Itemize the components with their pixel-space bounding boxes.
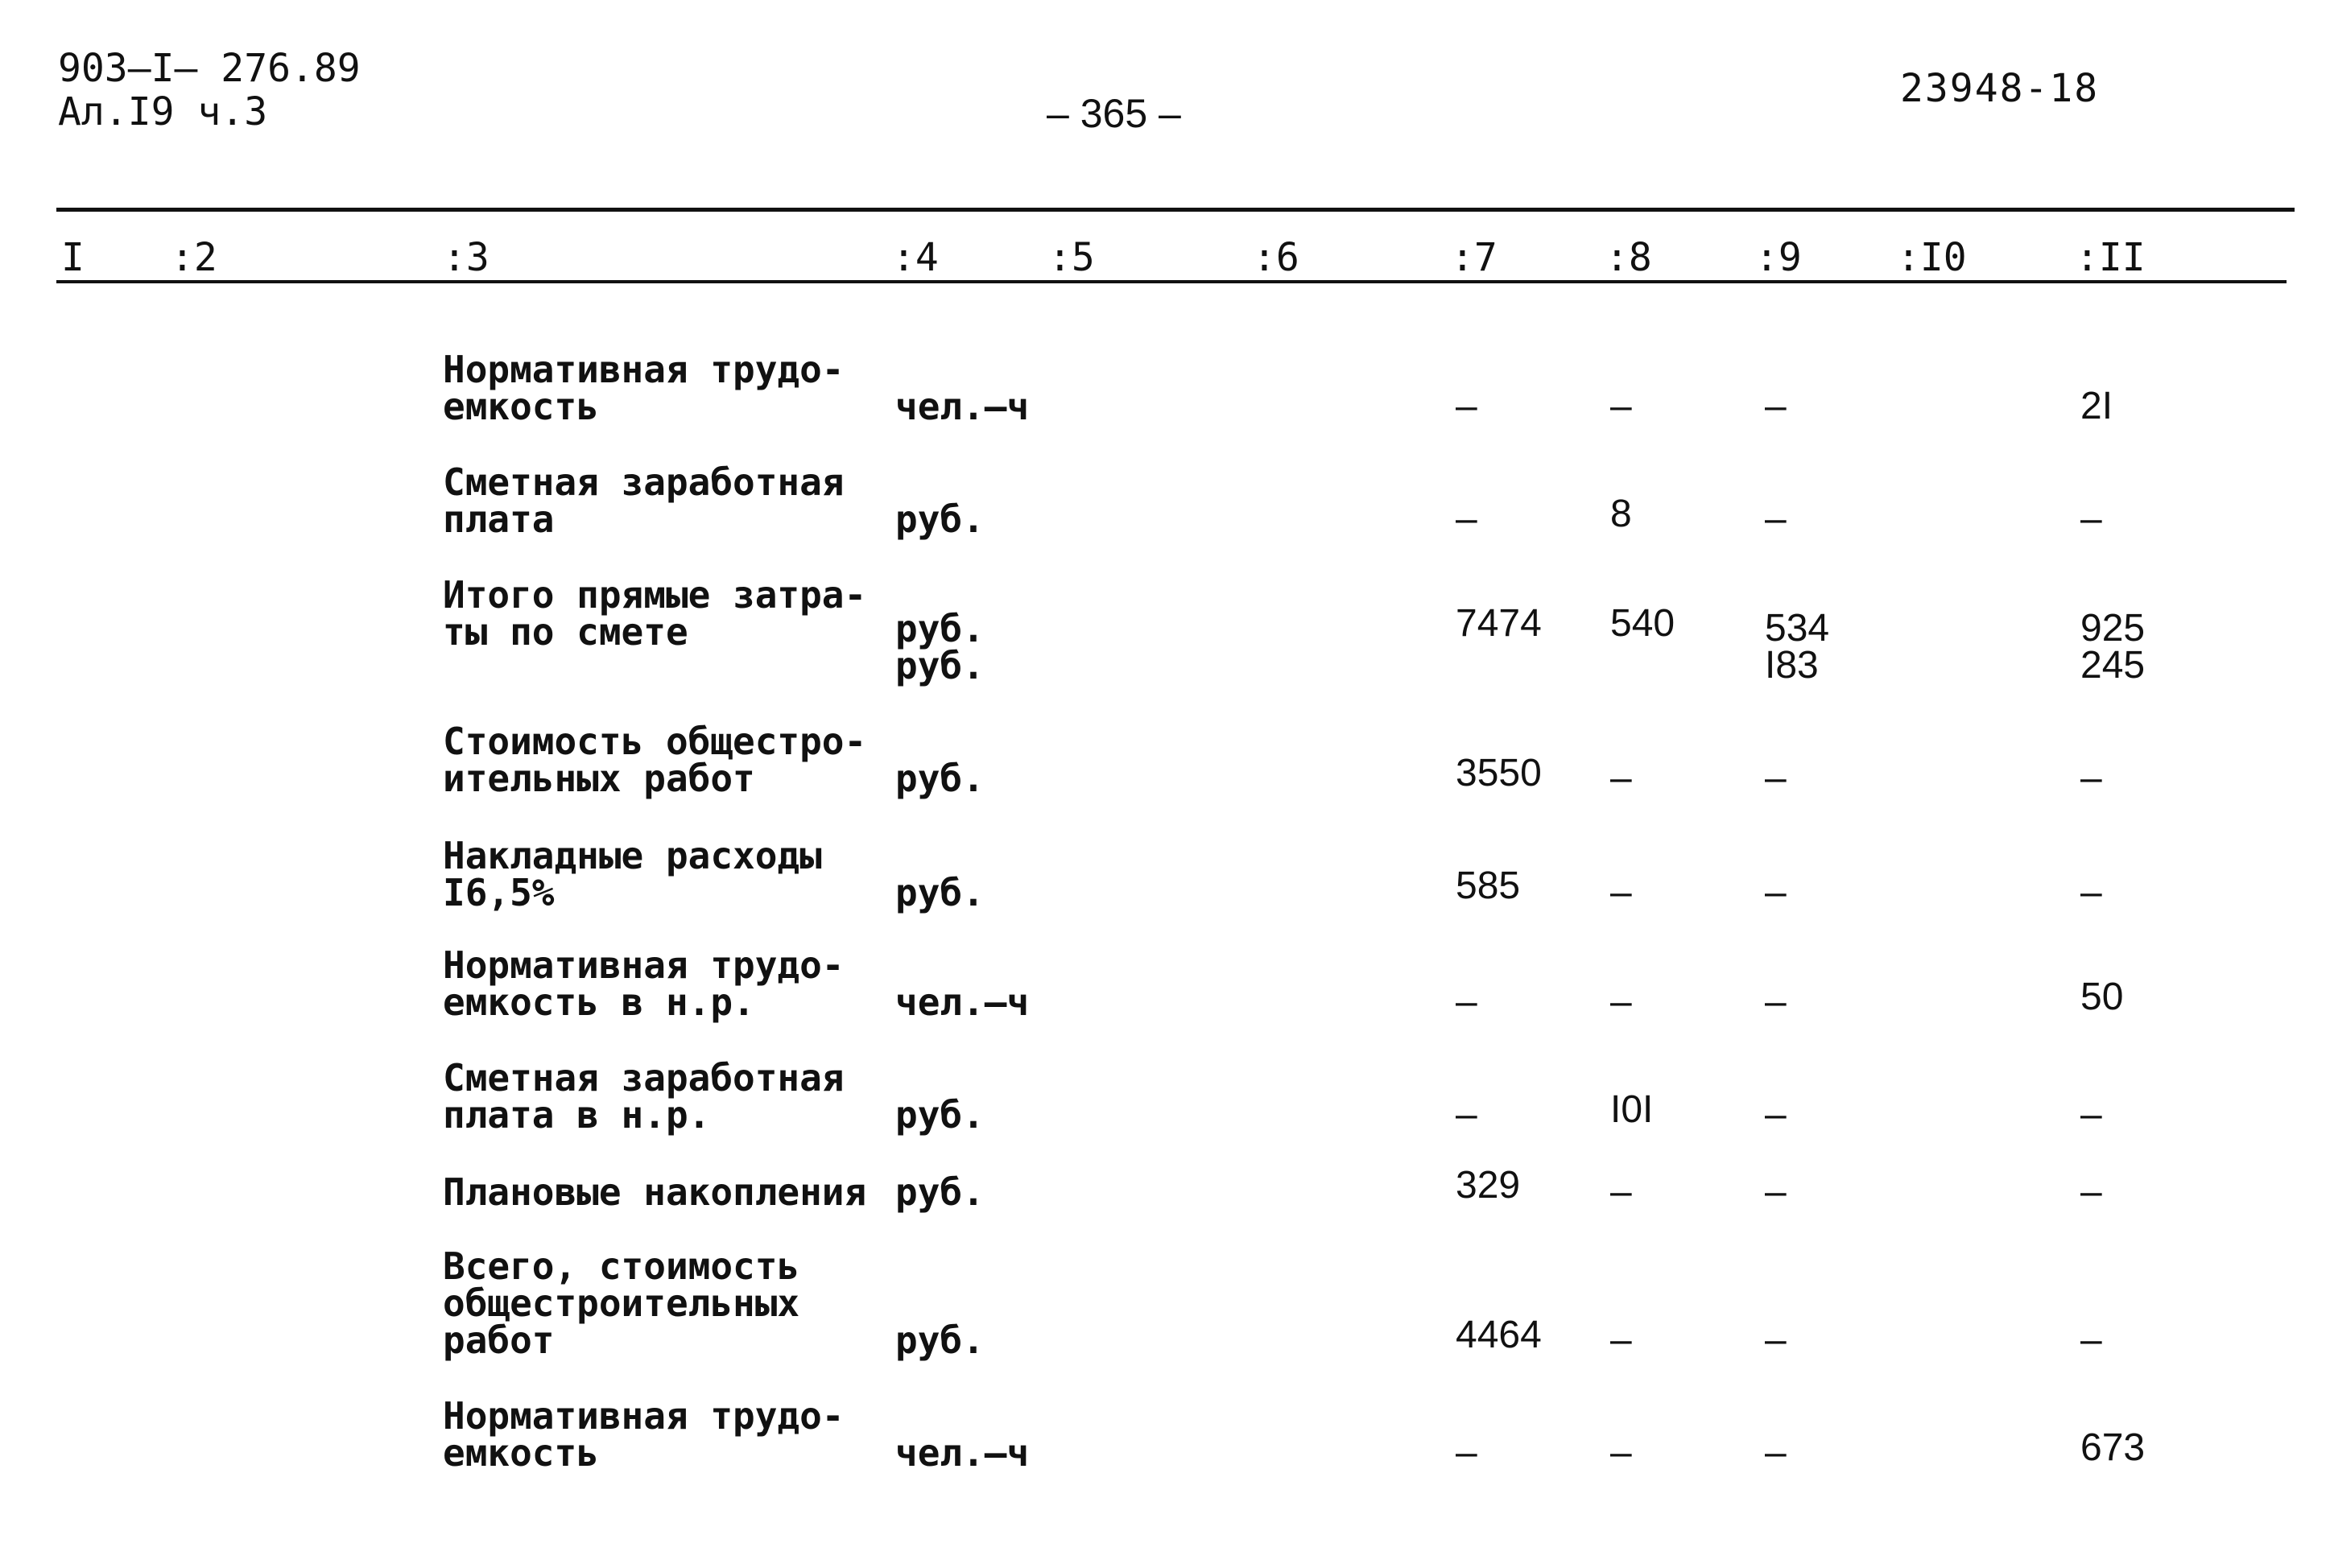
column-header-1: I [61,235,85,280]
col9-value: – [1765,1431,1787,1474]
col8-value: – [1610,757,1632,799]
page-number: – 365 – [1047,91,1181,136]
col7-value: – [1456,1431,1477,1474]
col11-value: 673 [2080,1426,2146,1469]
col11-value: 2I [2080,385,2113,427]
col11-value: – [2080,1170,2102,1213]
col8-value: 540 [1610,602,1675,645]
row-unit: чел.–ч [895,1431,1030,1475]
col11-value: – [2080,1318,2102,1361]
col7-value: 4464 [1456,1314,1542,1356]
col8-value: – [1610,871,1632,914]
column-header-2: :2 [171,235,217,280]
document-code: 903–I– 276.89 [58,46,361,91]
column-header-6: :6 [1253,235,1299,280]
col8-value: – [1610,385,1632,427]
row-label: Нормативная трудо- емкость [443,1394,845,1475]
col7-value: – [1456,980,1477,1023]
col9-value: – [1765,1318,1787,1361]
column-header-3: :3 [443,235,490,280]
col11-value: – [2080,757,2102,799]
row-label: Нормативная трудо- емкость [443,348,845,428]
col9-value: – [1765,385,1787,427]
row-unit: чел.–ч [895,385,1030,428]
row-unit: руб. [895,757,985,800]
col7-value: 585 [1456,864,1521,907]
row-label: Накладные расходы I6,5% [443,834,822,914]
col7-value: 7474 [1456,602,1542,645]
col8-value: 8 [1610,493,1632,535]
row-unit: руб. [895,1093,985,1137]
column-header-4: :4 [892,235,939,280]
row-unit: руб. [895,871,985,914]
col7-value: – [1456,1093,1477,1136]
column-header-10: :I0 [1897,235,1967,280]
row-label: Сметная заработная плата в н.р. [443,1056,845,1137]
album-part: Ал.I9 ч.3 [58,89,268,134]
column-header-5: :5 [1048,235,1095,280]
col9-value: – [1765,757,1787,799]
col8-value: – [1610,1318,1632,1361]
col11-value: 925 245 [2080,607,2146,687]
col7-value: – [1456,385,1477,427]
col8-value: – [1610,1170,1632,1213]
col11-value: – [2080,497,2102,540]
col11-value: 50 [2080,976,2124,1018]
col9-value: – [1765,1170,1787,1213]
row-unit: руб. [895,497,985,541]
col9-value: – [1765,1093,1787,1136]
column-header-11: :II [2076,235,2146,280]
row-unit: руб. [895,1318,985,1362]
inventory-number: 23948-18 [1900,66,2100,111]
col9-value: – [1765,871,1787,914]
col7-value: 329 [1456,1164,1521,1207]
row-unit: руб. руб. [895,607,985,687]
col9-value: – [1765,980,1787,1023]
row-unit: руб. [895,1170,985,1214]
row-label: Нормативная трудо- емкость в н.р. [443,943,845,1024]
col9-value: – [1765,497,1787,540]
row-unit: чел.–ч [895,980,1030,1024]
row-label: Плановые накопления [443,1170,867,1214]
col9-value: 534 I83 [1765,607,1830,687]
column-header-7: :7 [1451,235,1498,280]
col7-value: 3550 [1456,752,1542,794]
column-header-8: :8 [1605,235,1652,280]
col8-value: I0I [1610,1088,1654,1131]
row-label: Всего, стоимость общестроительных работ [443,1244,800,1362]
col8-value: – [1610,980,1632,1023]
col8-value: – [1610,1431,1632,1474]
col11-value: – [2080,1093,2102,1136]
col7-value: – [1456,497,1477,540]
row-label: Итого прямые затра- ты по смете [443,573,867,654]
row-label: Стоимость общестро- ительных работ [443,720,867,800]
row-label: Сметная заработная плата [443,460,845,541]
col11-value: – [2080,871,2102,914]
column-header-9: :9 [1755,235,1802,280]
